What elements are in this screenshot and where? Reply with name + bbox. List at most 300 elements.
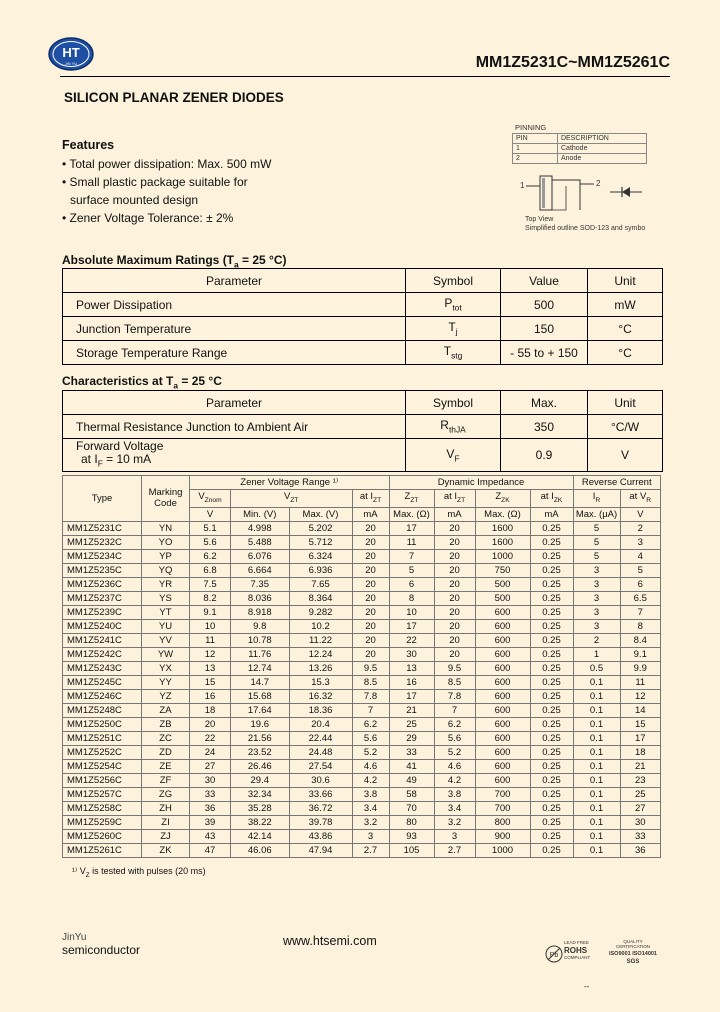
value-cell: 10	[190, 619, 231, 633]
column-header: Unit	[588, 269, 663, 293]
value-cell: 6.8	[190, 563, 231, 577]
value-cell: 20	[434, 563, 475, 577]
certification-badges	[545, 936, 665, 968]
value-cell: 0.25	[530, 521, 573, 535]
unit-header: V	[190, 507, 231, 521]
param-cell: Junction Temperature	[63, 317, 406, 341]
value-cell: 0.25	[530, 591, 573, 605]
value-cell: 27.54	[289, 759, 352, 773]
value-cell: 600	[475, 605, 530, 619]
value-cell: 9.1	[190, 605, 231, 619]
value-cell: 6.5	[620, 591, 661, 605]
pin-desc-cell: Cathode	[558, 144, 647, 154]
value-cell: 150	[501, 317, 588, 341]
value-cell: 20	[352, 535, 389, 549]
pinning-label: PINNING	[515, 123, 547, 132]
table-row	[63, 731, 661, 745]
table-header-row	[63, 269, 663, 293]
symbol-cell: $T_j$	[406, 317, 501, 341]
value-cell: 26.46	[231, 759, 290, 773]
table-row	[63, 717, 661, 731]
marking-cell: YW	[142, 647, 190, 661]
value-cell: 11	[620, 675, 661, 689]
value-cell: 20	[352, 605, 389, 619]
value-cell: 1600	[475, 535, 530, 549]
absolute-max-ratings-table	[62, 268, 663, 365]
value-cell: 25	[389, 717, 434, 731]
value-cell: 20	[434, 591, 475, 605]
param-cell: Storage Temperature Range	[63, 341, 406, 365]
header-divider	[60, 76, 670, 77]
column-header: Marking Code	[142, 476, 190, 522]
type-cell: MM1Z5260C	[63, 829, 142, 843]
value-cell: 5.202	[289, 521, 352, 535]
value-cell: 16.32	[289, 689, 352, 703]
marking-cell: ZG	[142, 787, 190, 801]
marking-cell: YR	[142, 577, 190, 591]
marking-cell: YV	[142, 633, 190, 647]
iso-label: ISO9001 ISO14001	[608, 951, 658, 957]
column-header: Type	[63, 476, 142, 522]
value-cell: 20	[352, 647, 389, 661]
value-cell: 43	[190, 829, 231, 843]
value-cell: 30	[389, 647, 434, 661]
column-header: at $I_{ZT}$	[352, 490, 389, 508]
column-header: $Z_{ZK}$	[475, 490, 530, 508]
table-row	[63, 661, 661, 675]
pin-desc-cell: DESCRIPTION	[558, 134, 647, 144]
unit-cell: °C	[588, 317, 663, 341]
rohs-label: ROHS	[564, 946, 588, 955]
value-cell: 24.48	[289, 745, 352, 759]
package-caption: Top View	[525, 216, 554, 223]
value-cell: 0.25	[530, 549, 573, 563]
marking-cell: ZE	[142, 759, 190, 773]
value-cell: 13	[389, 661, 434, 675]
value-cell: 22.44	[289, 731, 352, 745]
value-cell: 0.1	[573, 717, 620, 731]
value-cell: 9.1	[620, 647, 661, 661]
marking-cell: YS	[142, 591, 190, 605]
value-cell: 20	[434, 521, 475, 535]
value-cell: 21	[620, 759, 661, 773]
table-row	[63, 815, 661, 829]
marking-cell: YQ	[142, 563, 190, 577]
value-cell: 2.7	[434, 843, 475, 857]
value-cell: 3.2	[434, 815, 475, 829]
type-cell: MM1Z5236C	[63, 577, 142, 591]
table-row	[63, 549, 661, 563]
value-cell: 15.3	[289, 675, 352, 689]
table-row	[63, 619, 661, 633]
value-cell: 0.1	[573, 829, 620, 843]
value-cell: 5.1	[190, 521, 231, 535]
value-cell: 5	[620, 563, 661, 577]
value-cell: 10	[389, 605, 434, 619]
symbol-cell: $R_{thJA}$	[406, 415, 501, 439]
value-cell: 7.65	[289, 577, 352, 591]
page-mark: --	[584, 982, 590, 991]
value-cell: 17	[389, 619, 434, 633]
value-cell: 20	[434, 577, 475, 591]
value-cell: 5	[573, 549, 620, 563]
feature-item: surface mounted design	[70, 193, 199, 207]
pb-free-icon: Pb	[549, 952, 559, 959]
column-header: $V_{Znom}$	[190, 490, 231, 508]
marking-cell: YY	[142, 675, 190, 689]
value-cell: 8	[389, 591, 434, 605]
value-cell: 1600	[475, 521, 530, 535]
value-cell: 15	[620, 717, 661, 731]
value-cell: 6	[620, 577, 661, 591]
table-row	[63, 647, 661, 661]
value-cell: 8.4	[620, 633, 661, 647]
value-cell: 9.8	[231, 619, 290, 633]
value-cell: 0.1	[573, 787, 620, 801]
value-cell: 0.25	[530, 633, 573, 647]
value-cell: 20	[352, 549, 389, 563]
value-cell: 12	[620, 689, 661, 703]
value-cell: 36	[620, 843, 661, 857]
column-header: Value	[501, 269, 588, 293]
table-row	[513, 154, 647, 164]
value-cell: 6.664	[231, 563, 290, 577]
value-cell: 12.74	[231, 661, 290, 675]
column-header: Symbol	[406, 269, 501, 293]
value-cell: 700	[475, 787, 530, 801]
column-header: Reverse Current	[573, 476, 661, 490]
value-cell: 5.6	[434, 731, 475, 745]
value-cell: 0.25	[530, 675, 573, 689]
value-cell: 0.25	[530, 815, 573, 829]
value-cell: 38.22	[231, 815, 290, 829]
type-cell: MM1Z5235C	[63, 563, 142, 577]
value-cell: 600	[475, 675, 530, 689]
value-cell: 6.2	[352, 717, 389, 731]
value-cell: 4.6	[352, 759, 389, 773]
value-cell: 350	[501, 415, 588, 439]
value-cell: 0.25	[530, 689, 573, 703]
marking-cell: ZD	[142, 745, 190, 759]
value-cell: 20	[434, 605, 475, 619]
type-cell: MM1Z5251C	[63, 731, 142, 745]
value-cell: 600	[475, 773, 530, 787]
value-cell: 8.918	[231, 605, 290, 619]
value-cell: 22	[190, 731, 231, 745]
value-cell: 29.4	[231, 773, 290, 787]
table-row	[63, 317, 663, 341]
value-cell: 10.2	[289, 619, 352, 633]
value-cell: 0.25	[530, 745, 573, 759]
value-cell: 20.4	[289, 717, 352, 731]
value-cell: 600	[475, 759, 530, 773]
type-cell: MM1Z5241C	[63, 633, 142, 647]
value-cell: 3	[573, 605, 620, 619]
type-cell: MM1Z5246C	[63, 689, 142, 703]
table-row	[63, 759, 661, 773]
value-cell: 33.66	[289, 787, 352, 801]
value-cell: 5	[573, 521, 620, 535]
value-cell: 0.25	[530, 843, 573, 857]
value-cell: 58	[389, 787, 434, 801]
value-cell: 20	[434, 549, 475, 563]
value-cell: 0.9	[501, 439, 588, 472]
value-cell: 10.78	[231, 633, 290, 647]
value-cell: 6.324	[289, 549, 352, 563]
column-header: Dynamic Impedance	[389, 476, 573, 490]
marking-cell: ZA	[142, 703, 190, 717]
value-cell: 39	[190, 815, 231, 829]
unit-header: mA	[434, 507, 475, 521]
marking-cell: YX	[142, 661, 190, 675]
value-cell: 80	[389, 815, 434, 829]
unit-header: Max. (μA)	[573, 507, 620, 521]
value-cell: 600	[475, 703, 530, 717]
value-cell: 6.2	[434, 717, 475, 731]
pin2-label: 2	[596, 179, 601, 188]
value-cell: 0.1	[573, 801, 620, 815]
value-cell: 20	[434, 535, 475, 549]
value-cell: 600	[475, 745, 530, 759]
value-cell: 27	[620, 801, 661, 815]
value-cell: 0.25	[530, 717, 573, 731]
value-cell: 4.2	[434, 773, 475, 787]
value-cell: 20	[352, 577, 389, 591]
value-cell: 7.5	[190, 577, 231, 591]
value-cell: 4.6	[434, 759, 475, 773]
value-cell: 600	[475, 619, 530, 633]
type-cell: MM1Z5243C	[63, 661, 142, 675]
value-cell: 19.6	[231, 717, 290, 731]
value-cell: 0.25	[530, 801, 573, 815]
table-header-row	[63, 391, 663, 415]
value-cell: 3	[620, 535, 661, 549]
lead-free-label: LEAD FREE	[564, 940, 590, 945]
value-cell: 3.4	[434, 801, 475, 815]
value-cell: 600	[475, 647, 530, 661]
value-cell: 23	[620, 773, 661, 787]
value-cell: 20	[352, 591, 389, 605]
value-cell: 4	[620, 549, 661, 563]
param-cell: Thermal Resistance Junction to Ambient Air	[63, 415, 406, 439]
value-cell: 0.25	[530, 619, 573, 633]
marking-cell: ZK	[142, 843, 190, 857]
type-cell: MM1Z5242C	[63, 647, 142, 661]
value-cell: 8.364	[289, 591, 352, 605]
value-cell: 7	[352, 703, 389, 717]
table-row	[63, 577, 661, 591]
type-cell: MM1Z5245C	[63, 675, 142, 689]
table-row	[63, 341, 663, 365]
marking-cell: ZH	[142, 801, 190, 815]
value-cell: 30	[620, 815, 661, 829]
value-cell: 43.86	[289, 829, 352, 843]
compliant-label: COMPLIANT	[564, 955, 591, 960]
value-cell: 33	[389, 745, 434, 759]
type-cell: MM1Z5256C	[63, 773, 142, 787]
value-cell: 93	[389, 829, 434, 843]
table-row	[63, 521, 661, 535]
type-cell: MM1Z5237C	[63, 591, 142, 605]
value-cell: 13.26	[289, 661, 352, 675]
marking-cell: YN	[142, 521, 190, 535]
value-cell: 20	[352, 619, 389, 633]
value-cell: 17.64	[231, 703, 290, 717]
website-link[interactable]: www.htsemi.com	[283, 934, 377, 948]
value-cell: 105	[389, 843, 434, 857]
value-cell: 0.1	[573, 773, 620, 787]
type-cell: MM1Z5239C	[63, 605, 142, 619]
table-row	[513, 144, 647, 154]
value-cell: 30.6	[289, 773, 352, 787]
value-cell: 6	[389, 577, 434, 591]
value-cell: 5.2	[434, 745, 475, 759]
type-cell: MM1Z5258C	[63, 801, 142, 815]
symbol-cell: $T_{stg}$	[406, 341, 501, 365]
value-cell: 41	[389, 759, 434, 773]
pin-cell: 1	[513, 144, 558, 154]
marking-cell: YO	[142, 535, 190, 549]
value-cell: 15	[190, 675, 231, 689]
table-row	[63, 563, 661, 577]
value-cell: 7.8	[434, 689, 475, 703]
table-row	[63, 773, 661, 787]
package-outline-diagram	[518, 172, 660, 220]
value-cell: 1000	[475, 843, 530, 857]
unit-header: mA	[352, 507, 389, 521]
value-cell: 0.1	[573, 703, 620, 717]
type-cell: MM1Z5250C	[63, 717, 142, 731]
value-cell: 5.6	[190, 535, 231, 549]
document-title: SILICON PLANAR ZENER DIODES	[64, 90, 284, 105]
table-row	[63, 293, 663, 317]
value-cell: 6.076	[231, 549, 290, 563]
value-cell: 3	[573, 591, 620, 605]
unit-cell: V	[588, 439, 663, 472]
value-cell: 0.25	[530, 759, 573, 773]
company-subtitle: semiconductor	[62, 943, 141, 957]
value-cell: 0.25	[530, 731, 573, 745]
value-cell: 18	[190, 703, 231, 717]
value-cell: 5	[389, 563, 434, 577]
unit-cell: mW	[588, 293, 663, 317]
value-cell: 20	[352, 563, 389, 577]
logo-subtext: JIN YU	[64, 61, 78, 66]
table-row	[63, 633, 661, 647]
value-cell: 13	[190, 661, 231, 675]
value-cell: 36.72	[289, 801, 352, 815]
unit-header: Min. (V)	[231, 507, 290, 521]
value-cell: 11	[389, 535, 434, 549]
marking-cell: ZC	[142, 731, 190, 745]
value-cell: 24	[190, 745, 231, 759]
value-cell: 16	[190, 689, 231, 703]
value-cell: 7.35	[231, 577, 290, 591]
value-cell: 14	[620, 703, 661, 717]
value-cell: 600	[475, 689, 530, 703]
table-row	[63, 675, 661, 689]
value-cell: 20	[190, 717, 231, 731]
value-cell: 2	[573, 633, 620, 647]
marking-cell: YU	[142, 619, 190, 633]
value-cell: 0.1	[573, 731, 620, 745]
unit-header: V	[620, 507, 661, 521]
value-cell: 0.25	[530, 773, 573, 787]
pinning-table	[512, 133, 647, 164]
column-header: Max.	[501, 391, 588, 415]
value-cell: 500	[475, 577, 530, 591]
company-logo	[48, 37, 94, 71]
value-cell: 0.5	[573, 661, 620, 675]
column-header: $Z_{ZT}$	[389, 490, 434, 508]
value-cell: 33	[190, 787, 231, 801]
value-cell: 8.5	[352, 675, 389, 689]
marking-cell: ZJ	[142, 829, 190, 843]
logo-text: HT	[62, 45, 80, 60]
value-cell: 5	[573, 535, 620, 549]
value-cell: 14.7	[231, 675, 290, 689]
value-cell: 5.2	[352, 745, 389, 759]
value-cell: 0.25	[530, 605, 573, 619]
pin-cell: 2	[513, 154, 558, 164]
column-header: Unit	[588, 391, 663, 415]
value-cell: 32.34	[231, 787, 290, 801]
value-cell: 16	[389, 675, 434, 689]
column-header: at $I_{ZT}$	[434, 490, 475, 508]
value-cell: 0.1	[573, 745, 620, 759]
value-cell: 29	[389, 731, 434, 745]
table-header-row	[63, 476, 661, 490]
value-cell: 0.25	[530, 703, 573, 717]
value-cell: 1	[573, 647, 620, 661]
column-header: $I_R$	[573, 490, 620, 508]
symbol-cell: $V_F$	[406, 439, 501, 472]
value-cell: 3	[573, 563, 620, 577]
value-cell: 6.2	[190, 549, 231, 563]
value-cell: 23.52	[231, 745, 290, 759]
value-cell: 0.1	[573, 675, 620, 689]
value-cell: 3	[434, 829, 475, 843]
value-cell: 600	[475, 717, 530, 731]
package-caption: Simplified outline SOD-123 and symbo	[525, 225, 646, 232]
value-cell: 4.2	[352, 773, 389, 787]
value-cell: 20	[434, 647, 475, 661]
value-cell: 8.036	[231, 591, 290, 605]
column-header: Parameter	[63, 391, 406, 415]
quality-label: QUALITY	[623, 939, 643, 944]
zener-data-table	[62, 475, 661, 858]
value-cell: 17	[389, 521, 434, 535]
value-cell: 7.8	[352, 689, 389, 703]
value-cell: 800	[475, 815, 530, 829]
value-cell: 49	[389, 773, 434, 787]
value-cell: 3	[573, 577, 620, 591]
feature-item: • Small plastic package suitable for	[62, 175, 248, 189]
certification-label: CERTIFICATION	[615, 944, 651, 949]
features-heading: Features	[62, 138, 115, 152]
value-cell: 25	[620, 787, 661, 801]
table-row	[63, 415, 663, 439]
characteristics-heading: Characteristics at $T_a = 25$ °C	[62, 374, 222, 391]
value-cell: 5.712	[289, 535, 352, 549]
table-row	[63, 787, 661, 801]
value-cell: 17	[389, 689, 434, 703]
value-cell: 11	[190, 633, 231, 647]
value-cell: 9.5	[352, 661, 389, 675]
type-cell: MM1Z5257C	[63, 787, 142, 801]
value-cell: 0.25	[530, 563, 573, 577]
value-cell: 900	[475, 829, 530, 843]
